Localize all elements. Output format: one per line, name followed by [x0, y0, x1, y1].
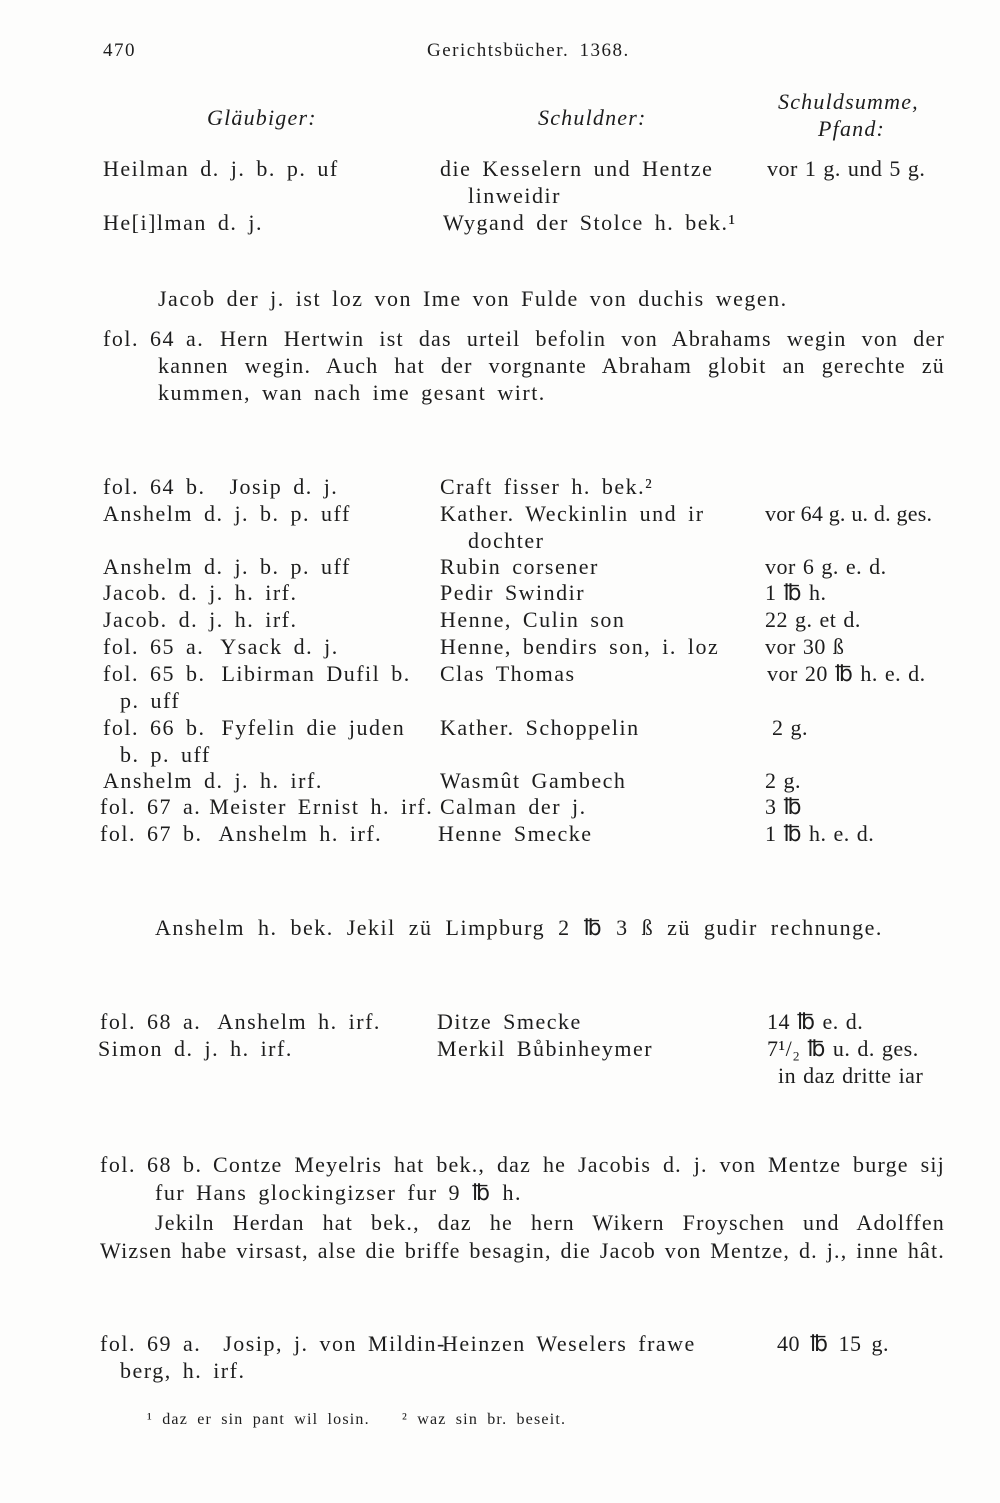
folio-reference: fol. 68 a.	[100, 1009, 202, 1034]
creditor-cell	[100, 793, 433, 820]
creditor-cell: Anshelm d. j. b. p. uff	[103, 501, 351, 526]
debtor-cell: Ditze Smecke	[437, 1009, 582, 1034]
entry-row	[0, 1330, 1000, 1357]
entry-continuation-row	[0, 741, 1000, 768]
note-paragraph	[0, 325, 1000, 352]
note-paragraph	[0, 1209, 1000, 1236]
creditor-cell-continuation: p. uff	[120, 688, 181, 713]
debtor-cell: Henne, bendirs son, i. loz	[440, 634, 720, 659]
folio-reference: fol. 64 b.	[103, 474, 206, 499]
amount-cell: 2 g.	[765, 768, 801, 793]
debtor-cell: die Kesselern und Hentze	[440, 156, 714, 181]
amount-cell: 14 ℔ e. d.	[767, 1009, 864, 1034]
creditor-cell	[103, 660, 411, 687]
creditor-cell: Heilman d. j. b. p. uf	[103, 156, 339, 181]
folio-reference: fol. 67 b.	[100, 821, 203, 846]
entry-row	[0, 660, 1000, 687]
entry-row	[0, 1008, 1000, 1035]
folio-reference: fol. 67 a.	[100, 794, 202, 819]
note-paragraph	[0, 1151, 1000, 1178]
debtor-cell: Henne, Culin son	[440, 607, 626, 632]
note-paragraph	[0, 285, 1000, 312]
creditor-cell	[103, 714, 405, 741]
entry-row	[0, 633, 1000, 660]
creditor-cell: He[i]lman d. j.	[103, 210, 264, 235]
amount-cell: 22 g. et d.	[765, 607, 861, 632]
creditor-cell: Anshelm d. j. b. p. uff	[103, 554, 351, 579]
amount-cell: 2 g.	[772, 715, 808, 740]
debtor-cell: Craft fisser h. bek.²	[440, 474, 654, 499]
folio-reference: fol. 65 a.	[103, 634, 205, 659]
creditor-name: Anshelm h. irf.	[218, 821, 383, 846]
footnote-mark: ¹	[147, 1411, 153, 1428]
note-line: Wizsen habe virsast, alse die briffe besagin, die Jacob von Mentze, d. j., inne hât.	[100, 1238, 945, 1263]
entry-row	[0, 500, 1000, 527]
entry-row	[0, 209, 1000, 236]
creditor-name: Anshelm h. irf.	[217, 1009, 381, 1034]
debtor-cell-continuation: dochter	[468, 528, 545, 553]
creditor-name: Fyfelin die juden	[221, 715, 406, 740]
creditor-cell: Anshelm d. j. h. irf.	[103, 768, 323, 793]
footnote-text: daz er sin pant wil losin.	[162, 1411, 370, 1428]
note-line: fur Hans glockingizser fur 9 ℔ h.	[155, 1180, 523, 1205]
footnote-mark: ²	[402, 1411, 408, 1428]
amount-cell: 7¹/₂ ℔ u. d. ges.	[767, 1036, 919, 1061]
entry-continuation-row	[0, 1062, 1000, 1089]
folio-reference: fol. 69 a.	[100, 1331, 202, 1356]
entry-continuation-row	[0, 1357, 1000, 1384]
debtor-cell: Kather. Weckinlin und ir	[440, 501, 705, 526]
note-line: Anshelm h. bek. Jekil zü Limpburg 2 ℔ 3 ß zü gudir rechnunge.	[155, 915, 883, 940]
amount-cell: vor 30 ß	[765, 634, 845, 659]
entry-row	[0, 820, 1000, 847]
debtor-cell: Heinzen Weselers frawe	[442, 1331, 696, 1356]
creditor-name: Josip d. j.	[229, 474, 339, 499]
amount-cell: vor 20 ℔ h. e. d.	[767, 661, 926, 686]
note-line: kannen wegin. Auch hat der vorgnante Abraham globit an gerechte zü	[158, 353, 945, 378]
amount-cell: 1 ℔ h.	[765, 580, 827, 605]
column-header-amount: Schuldsumme,	[778, 89, 919, 114]
entry-row	[0, 553, 1000, 580]
debtor-cell: Pedir Swindir	[440, 580, 586, 605]
running-title: Gerichtsbücher. 1368.	[427, 40, 630, 61]
creditor-name: Libirman Dufil b.	[221, 661, 411, 686]
debtor-cell-continuation: linweidir	[468, 183, 561, 208]
debtor-cell: Rubin corsener	[440, 554, 599, 579]
debtor-cell: Clas Thomas	[440, 661, 576, 686]
page-header	[0, 37, 1000, 64]
creditor-cell-continuation: b. p. uff	[120, 742, 211, 767]
amount-cell: vor 6 g. e. d.	[765, 554, 887, 579]
folio-reference: fol. 65 b.	[103, 661, 206, 686]
folio-reference: fol. 68 b.	[100, 1152, 203, 1177]
creditor-name: Josip, j. von Mildin-	[223, 1331, 446, 1356]
debtor-cell: Wasmût Gambech	[440, 768, 627, 793]
creditor-cell	[100, 1008, 381, 1035]
debtor-cell: Merkil Bůbinheymer	[437, 1036, 654, 1061]
page-number: 470	[103, 40, 136, 61]
creditor-name: Ysack d. j.	[220, 634, 339, 659]
entry-row	[0, 714, 1000, 741]
creditor-cell: Jacob. d. j. h. irf.	[103, 607, 298, 632]
column-header-debtor: Schuldner:	[538, 105, 647, 130]
note-paragraph-line	[0, 379, 1000, 406]
note-paragraph-line	[0, 1179, 1000, 1206]
note-line: Jacob der j. ist loz von Ime von Fulde von duchis wegen.	[158, 286, 788, 311]
creditor-cell-continuation: berg, h. irf.	[120, 1358, 246, 1383]
creditor-cell	[103, 633, 339, 660]
column-header-pledge: Pfand:	[818, 116, 886, 141]
entry-row	[0, 606, 1000, 633]
entry-row	[0, 473, 1000, 500]
entry-continuation-row	[0, 687, 1000, 714]
creditor-cell	[100, 1330, 446, 1357]
footnote	[402, 1410, 566, 1430]
creditor-cell	[103, 473, 338, 500]
entry-continuation-row	[0, 527, 1000, 554]
entry-continuation-row	[0, 182, 1000, 209]
creditor-cell: Simon d. j. h. irf.	[98, 1036, 293, 1061]
creditor-cell	[100, 820, 382, 847]
note-paragraph	[0, 914, 1000, 941]
creditor-cell: Jacob. d. j. h. irf.	[103, 580, 298, 605]
entry-row	[0, 579, 1000, 606]
amount-cell: vor 1 g. und 5 g.	[767, 156, 926, 181]
folio-reference: fol. 66 b.	[103, 715, 206, 740]
column-header-creditor: Gläubiger:	[207, 105, 317, 130]
footnote	[147, 1410, 370, 1430]
entry-row	[0, 767, 1000, 794]
note-line: kummen, wan nach ime gesant wirt.	[158, 380, 546, 405]
entry-row	[0, 793, 1000, 820]
debtor-cell: Kather. Schoppelin	[440, 715, 640, 740]
footnotes	[0, 1410, 1000, 1430]
note-line: Jekiln Herdan hat bek., daz he hern Wikern Froyschen und Adolffen	[155, 1210, 945, 1235]
note-line: Hern Hertwin ist das urteil befolin von Abrahams wegin von der	[220, 326, 945, 351]
amount-cell: 1 ℔ h. e. d.	[765, 821, 875, 846]
entry-row	[0, 1035, 1000, 1062]
note-paragraph-line	[0, 1237, 1000, 1264]
note-line: Contze Meyelris hat bek., daz he Jacobis d. j. von Mentze burge sij	[213, 1152, 945, 1177]
amount-cell-continuation: in daz dritte iar	[778, 1063, 924, 1088]
debtor-cell: Calman der j.	[440, 794, 587, 819]
footnote-text: waz sin br. beseit.	[417, 1411, 567, 1428]
creditor-name: Meister Ernist h. irf.	[209, 794, 434, 819]
entry-row	[0, 155, 1000, 182]
amount-cell: 40 ℔ 15 g.	[777, 1331, 889, 1356]
column-header-row-bottom	[0, 115, 1000, 142]
debtor-cell: Wygand der Stolce h. bek.¹	[443, 210, 737, 235]
debtor-cell: Henne Smecke	[438, 821, 593, 846]
folio-reference: fol. 64 a.	[103, 326, 205, 351]
note-paragraph-line	[0, 352, 1000, 379]
amount-cell: 3 ℔	[765, 794, 802, 819]
amount-cell: vor 64 g. u. d. ges.	[765, 501, 933, 526]
